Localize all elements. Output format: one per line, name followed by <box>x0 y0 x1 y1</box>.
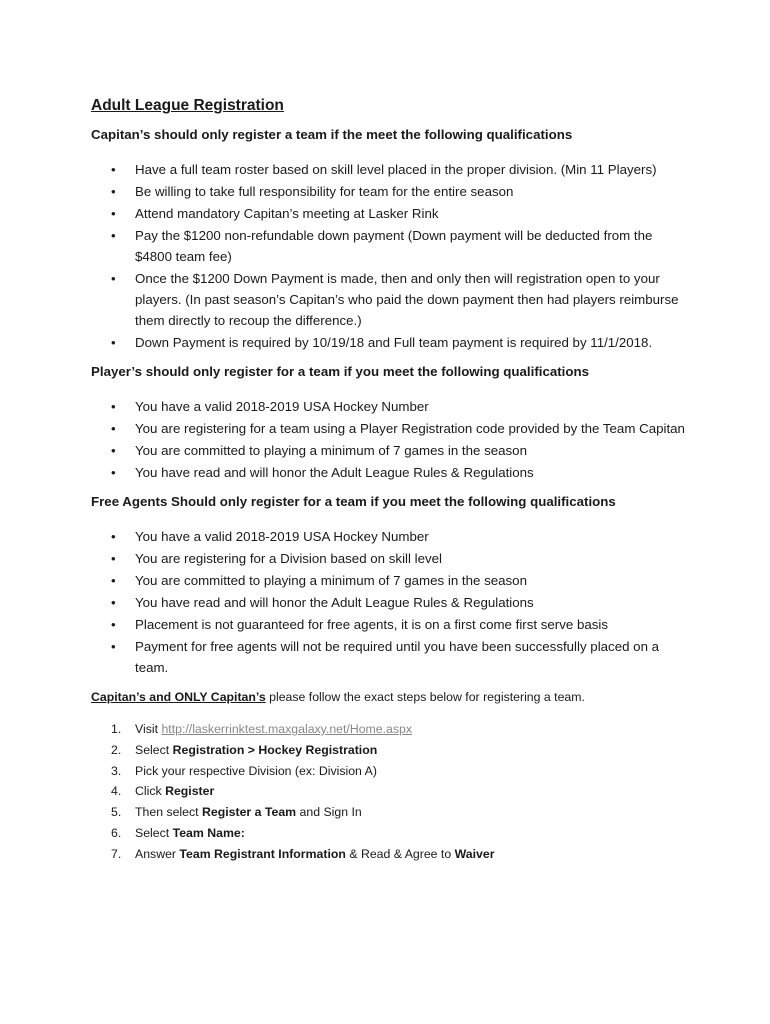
step-text: Click <box>135 784 166 799</box>
list-item: • Attend mandatory Capitan’s meeting at Lasker Rink <box>135 203 691 224</box>
step-number: 4. <box>111 784 122 799</box>
player-qualifications-list <box>91 396 691 483</box>
list-item: • Down Payment is required by 10/19/18 and Full team payment is required by 11/1/2018. <box>135 332 691 353</box>
page-title: Adult League Registration <box>91 97 284 114</box>
list-item: • Pay the $1200 non-refundable down payment (Down payment will be deducted from the $4800 team fee) <box>135 225 691 267</box>
list-item: • You are registering for a Division based on skill level <box>135 548 691 569</box>
steps-intro <box>91 688 691 706</box>
step-bold-text: Waiver <box>454 846 495 861</box>
step-number: 5. <box>111 805 122 820</box>
list-item: • You have a valid 2018-2019 USA Hockey Number <box>135 396 691 417</box>
list-item <box>111 781 691 802</box>
registration-site-link[interactable]: http://laskerrinktest.maxgalaxy.net/Home.aspx <box>161 722 413 736</box>
capitan-qualifications-list <box>91 159 691 353</box>
step-text: and Sign In <box>296 805 362 820</box>
step-number: 2. <box>111 742 122 757</box>
list-item: • Have a full team roster based on skill level placed in the proper division. (Min 11 Players) <box>135 159 691 180</box>
list-item: • You are committed to playing a minimum of 7 games in the season <box>135 440 691 461</box>
step-number: 7. <box>111 846 122 861</box>
list-item <box>111 802 691 823</box>
capitan-qualifications-heading: Capitan’s should only register a team if the meet the following qualifications <box>91 127 573 142</box>
step-bold-text: Registration > Hockey Registration <box>172 742 378 757</box>
step-number: 1. <box>111 722 122 736</box>
list-item: • Placement is not guaranteed for free agents, it is on a first come first serve basis <box>135 614 691 635</box>
step-number: 3. <box>111 763 122 778</box>
step-bold-text: Register <box>165 784 215 799</box>
list-item: • You are registering for a team using a Player Registration code provided by the Team Capitan <box>135 418 691 439</box>
step-text: Visit <box>135 722 162 736</box>
step-bold-text: Register a Team <box>202 805 297 820</box>
registration-steps-list <box>91 719 691 865</box>
list-item: • You are committed to playing a minimum of 7 games in the season <box>135 570 691 591</box>
list-item: • You have read and will honor the Adult League Rules & Regulations <box>135 592 691 613</box>
free-agent-qualifications-list <box>91 526 691 678</box>
steps-intro-lead: Capitan’s and ONLY Capitan’s <box>91 690 266 704</box>
list-item: • Once the $1200 Down Payment is made, then and only then will registration open to your players. (In past season’s Capitan’s who paid the down payment then had players reimburse them directly to recoup the difference.) <box>135 268 691 331</box>
step-text: Answer <box>135 846 180 861</box>
step-bold-text: Team Name: <box>172 825 245 840</box>
list-item <box>111 761 691 782</box>
list-item <box>111 719 691 740</box>
list-item: • Payment for free agents will not be required until you have been successfully placed on a team. <box>135 636 691 678</box>
list-item: • Be willing to take full responsibility for team for the entire season <box>135 181 691 202</box>
list-item: • You have a valid 2018-2019 USA Hockey Number <box>135 526 691 547</box>
free-agent-qualifications-heading: Free Agents Should only register for a team if you meet the following qualifications <box>91 494 616 509</box>
step-text: Select <box>135 742 173 757</box>
player-qualifications-heading: Player’s should only register for a team if you meet the following qualifications <box>91 364 589 379</box>
steps-intro-text: please follow the exact steps below for registering a team. <box>265 690 585 704</box>
step-number: 6. <box>111 825 122 840</box>
step-text: & Read & Agree to <box>345 846 455 861</box>
list-item: • You have read and will honor the Adult League Rules & Regulations <box>135 462 691 483</box>
list-item <box>111 844 691 865</box>
list-item <box>111 740 691 761</box>
step-text: Pick your respective Division (ex: Division A) <box>135 763 377 778</box>
document-content <box>91 96 691 865</box>
step-bold-text: Team Registrant Information <box>179 846 346 861</box>
list-item <box>111 823 691 844</box>
step-text: Select <box>135 825 173 840</box>
step-text: Then select <box>135 805 202 820</box>
